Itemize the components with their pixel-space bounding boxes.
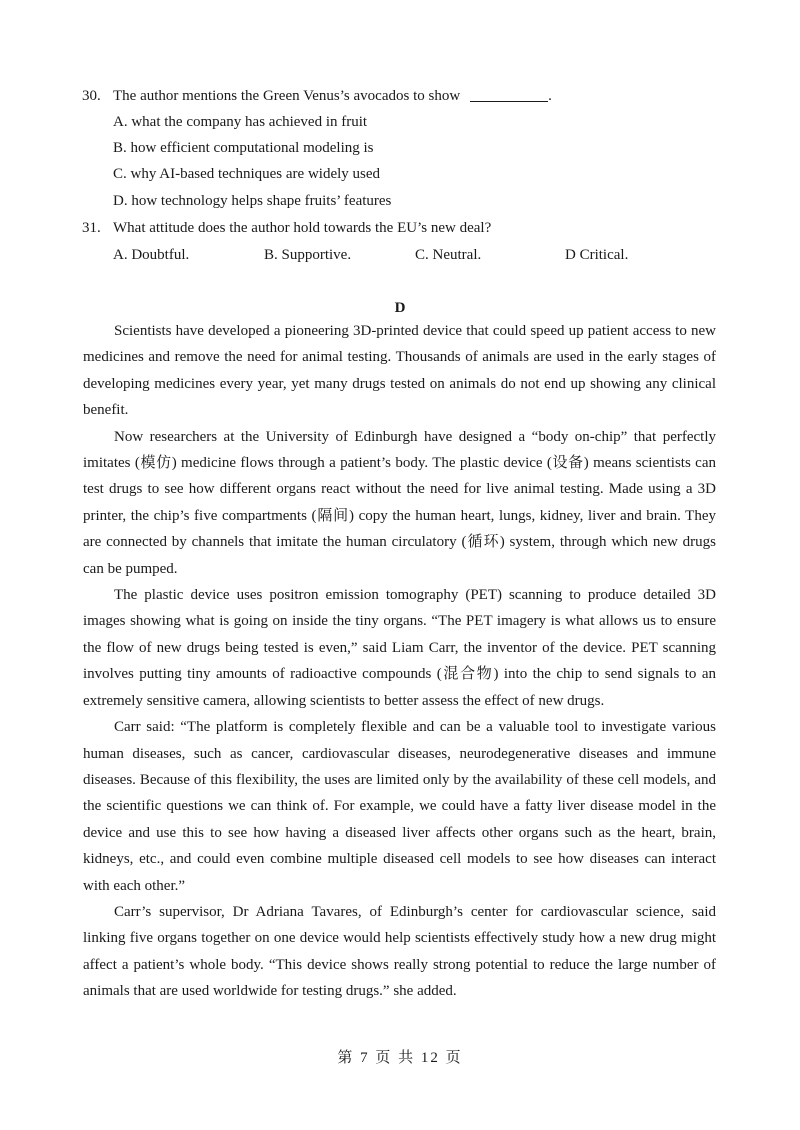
paragraph: Scientists have developed a pioneering 3D-printed device that could speed up patient access to new medicines and remove the need for animal testing. Thousands of animals are used in the early stages of developing medicines every year, yet many drugs tested on animals do not end up showing any clinical benefit. — [83, 323, 716, 419]
paragraph: Now researchers at the University of Edinburgh have designed a “body on-chip” that perfectly imitates (模仿) medicine flows through a patient’s body. The plastic device (设备) means scientists can test drugs to see how different organs react without the need for live animal testing. Made using a 3D printer, the chip’s five compartments (隔间) copy the human heart, lungs, kidney, liver and brain. They are connected by channels that imitate the human circulatory (循环) system, through which new drugs can be pumped. — [83, 428, 716, 577]
question-text: The author mentions the Green Venus’s avocados to show — [113, 88, 461, 104]
option-31-c: C. Neutral. — [415, 247, 482, 263]
paragraph: Carr said: “The platform is completely flexible and can be a valuable tool to investigate various human diseases, such as cancer, cardiovascular diseases, neurodegenerative diseases and immune diseases. Because of this flexibility, the uses are limited only by the availability of these cell models, and the scientific questions we can think of. For example, we could have a fatty liver disease model in the device and use this to see how having a diseased liver affects other organs such as the heart, brain, kidneys, etc., and could even combine multiple diseased cell models to see how diseases can interact with each other.” — [83, 719, 716, 894]
question-31-stem — [82, 218, 491, 238]
option-31-b: B. Supportive. — [264, 247, 352, 263]
paragraph: Carr’s supervisor, Dr Adriana Tavares, of Edinburgh’s center for cardiovascular science, said linking five organs together on one device would help scientists effectively study how a new drug might affect a patient’s whole body. “This device shows really strong potential to reduce the large number of animals that are used worldwide for testing drugs.” she added. — [83, 903, 716, 1000]
question-number: 30. — [82, 88, 101, 104]
option-31-a: A. Doubtful. — [113, 247, 190, 263]
question-30-stem — [82, 86, 552, 106]
page-footer: 第 7 页 共 12 页 — [337, 1050, 463, 1066]
option-30-d: D. how technology helps shape fruits’ features — [113, 193, 392, 209]
question-stem-end: . — [548, 88, 552, 104]
question-number: 31. — [82, 220, 101, 236]
option-30-c: C. why AI-based techniques are widely used — [113, 166, 381, 182]
answer-blank — [470, 87, 548, 102]
option-31-d: D Critical. — [565, 247, 629, 263]
paragraph: The plastic device uses positron emission tomography (PET) scanning to produce detailed 3D images showing what is going on inside the tiny organs. “The PET imagery is what allows us to ensure the flow of new drugs being tested is even,” said Liam Carr, the inventor of the device. PET scanning involves putting tiny amounts of radioactive compounds (混合物) into the chip to send signals to an extremely sensitive camera, allowing scientists to better assess the effect of new drugs. — [83, 587, 716, 709]
question-text: What attitude does the author hold towards the EU’s new deal? — [113, 220, 492, 236]
option-30-b: B. how efficient computational modeling is — [113, 140, 374, 156]
reading-passage — [83, 318, 716, 1005]
section-heading: D — [394, 300, 406, 316]
option-30-a: A. what the company has achieved in fruit — [113, 114, 368, 130]
